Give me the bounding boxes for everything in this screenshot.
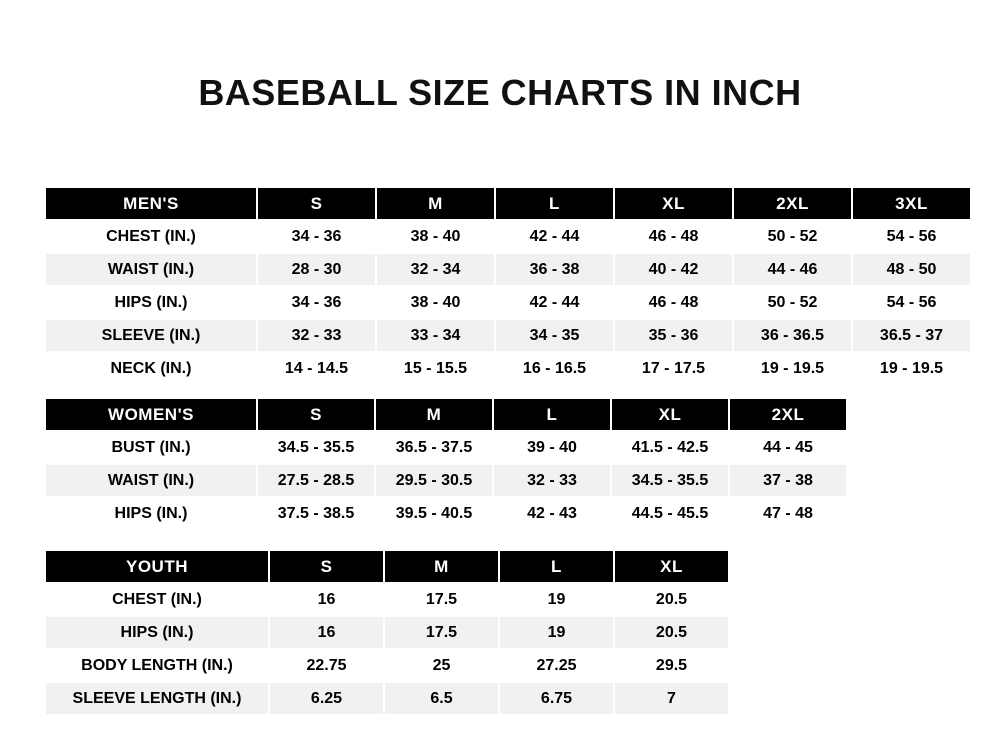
womens-measure-value: 32 - 33	[493, 464, 611, 497]
youth-measure-label: CHEST (IN.)	[45, 583, 269, 616]
mens-measure-label: SLEEVE (IN.)	[45, 319, 257, 352]
youth-column-header: S	[269, 550, 384, 583]
womens-category-label: WOMEN'S	[45, 398, 257, 431]
youth-measure-label: HIPS (IN.)	[45, 616, 269, 649]
mens-measure-value: 36 - 36.5	[733, 319, 852, 352]
page-title: BASEBALL SIZE CHARTS IN INCH	[198, 72, 802, 113]
youth-measure-value: 17.5	[384, 583, 499, 616]
mens-measure-value: 46 - 48	[614, 286, 733, 319]
mens-measure-value: 32 - 33	[257, 319, 376, 352]
youth-measure-value: 19	[499, 583, 614, 616]
womens-measure-label: HIPS (IN.)	[45, 497, 257, 530]
womens-measure-value: 41.5 - 42.5	[611, 431, 729, 464]
mens-measure-value: 54 - 56	[852, 286, 971, 319]
womens-table-body	[45, 398, 847, 530]
youth-measure-label: SLEEVE LENGTH (IN.)	[45, 682, 269, 715]
mens-measure-value: 40 - 42	[614, 253, 733, 286]
womens-measure-value: 39.5 - 40.5	[375, 497, 493, 530]
mens-measure-value: 34 - 35	[495, 319, 614, 352]
mens-measure-value: 28 - 30	[257, 253, 376, 286]
youth-measure-value: 25	[384, 649, 499, 682]
mens-measure-label: CHEST (IN.)	[45, 220, 257, 253]
womens-measure-label: WAIST (IN.)	[45, 464, 257, 497]
table-row	[45, 220, 971, 253]
mens-column-header: L	[495, 187, 614, 220]
mens-measure-value: 19 - 19.5	[733, 352, 852, 385]
table-row	[45, 583, 729, 616]
mens-measure-value: 42 - 44	[495, 220, 614, 253]
youth-measure-label: BODY LENGTH (IN.)	[45, 649, 269, 682]
mens-size-table	[44, 186, 972, 386]
mens-measure-label: HIPS (IN.)	[45, 286, 257, 319]
youth-measure-value: 20.5	[614, 583, 729, 616]
table-row	[45, 616, 729, 649]
youth-measure-value: 17.5	[384, 616, 499, 649]
mens-measure-value: 54 - 56	[852, 220, 971, 253]
youth-column-header: M	[384, 550, 499, 583]
youth-measure-value: 27.25	[499, 649, 614, 682]
mens-measure-value: 38 - 40	[376, 220, 495, 253]
table-row	[45, 464, 847, 497]
table-row	[45, 286, 971, 319]
womens-measure-value: 44 - 45	[729, 431, 847, 464]
womens-measure-value: 42 - 43	[493, 497, 611, 530]
youth-column-header: L	[499, 550, 614, 583]
mens-column-header: S	[257, 187, 376, 220]
womens-column-header: 2XL	[729, 398, 847, 431]
youth-measure-value: 20.5	[614, 616, 729, 649]
youth-measure-value: 22.75	[269, 649, 384, 682]
mens-measure-value: 14 - 14.5	[257, 352, 376, 385]
womens-column-header: S	[257, 398, 375, 431]
mens-measure-value: 36 - 38	[495, 253, 614, 286]
table-row	[45, 497, 847, 530]
mens-column-header: XL	[614, 187, 733, 220]
mens-table-body	[45, 187, 971, 385]
mens-measure-value: 32 - 34	[376, 253, 495, 286]
mens-measure-value: 46 - 48	[614, 220, 733, 253]
youth-header-row	[45, 550, 729, 583]
mens-measure-value: 35 - 36	[614, 319, 733, 352]
mens-measure-value: 17 - 17.5	[614, 352, 733, 385]
youth-size-table	[44, 549, 730, 716]
womens-measure-value: 29.5 - 30.5	[375, 464, 493, 497]
mens-measure-label: NECK (IN.)	[45, 352, 257, 385]
mens-measure-value: 16 - 16.5	[495, 352, 614, 385]
youth-column-header: XL	[614, 550, 729, 583]
mens-measure-value: 44 - 46	[733, 253, 852, 286]
womens-measure-value: 47 - 48	[729, 497, 847, 530]
youth-measure-value: 7	[614, 682, 729, 715]
mens-column-header: M	[376, 187, 495, 220]
womens-measure-value: 44.5 - 45.5	[611, 497, 729, 530]
womens-measure-value: 36.5 - 37.5	[375, 431, 493, 464]
table-row	[45, 253, 971, 286]
mens-column-header: 3XL	[852, 187, 971, 220]
womens-header-row	[45, 398, 847, 431]
womens-column-header: L	[493, 398, 611, 431]
womens-measure-value: 34.5 - 35.5	[257, 431, 375, 464]
table-row	[45, 431, 847, 464]
table-row	[45, 682, 729, 715]
mens-measure-value: 50 - 52	[733, 220, 852, 253]
youth-measure-value: 6.5	[384, 682, 499, 715]
mens-measure-value: 48 - 50	[852, 253, 971, 286]
mens-category-label: MEN'S	[45, 187, 257, 220]
mens-column-header: 2XL	[733, 187, 852, 220]
womens-measure-value: 34.5 - 35.5	[611, 464, 729, 497]
mens-measure-value: 33 - 34	[376, 319, 495, 352]
youth-table-body	[45, 550, 729, 715]
womens-size-table	[44, 397, 848, 531]
youth-measure-value: 6.25	[269, 682, 384, 715]
table-row	[45, 352, 971, 385]
mens-measure-value: 50 - 52	[733, 286, 852, 319]
womens-measure-value: 39 - 40	[493, 431, 611, 464]
mens-measure-value: 19 - 19.5	[852, 352, 971, 385]
womens-measure-value: 27.5 - 28.5	[257, 464, 375, 497]
youth-measure-value: 29.5	[614, 649, 729, 682]
mens-measure-value: 34 - 36	[257, 220, 376, 253]
womens-measure-value: 37 - 38	[729, 464, 847, 497]
youth-category-label: YOUTH	[45, 550, 269, 583]
womens-measure-value: 37.5 - 38.5	[257, 497, 375, 530]
youth-measure-value: 19	[499, 616, 614, 649]
mens-measure-value: 34 - 36	[257, 286, 376, 319]
table-row	[45, 319, 971, 352]
table-row	[45, 649, 729, 682]
youth-measure-value: 16	[269, 583, 384, 616]
mens-measure-label: WAIST (IN.)	[45, 253, 257, 286]
womens-column-header: M	[375, 398, 493, 431]
womens-column-header: XL	[611, 398, 729, 431]
mens-header-row	[45, 187, 971, 220]
mens-measure-value: 36.5 - 37	[852, 319, 971, 352]
youth-measure-value: 6.75	[499, 682, 614, 715]
youth-measure-value: 16	[269, 616, 384, 649]
mens-measure-value: 15 - 15.5	[376, 352, 495, 385]
mens-measure-value: 38 - 40	[376, 286, 495, 319]
mens-measure-value: 42 - 44	[495, 286, 614, 319]
womens-measure-label: BUST (IN.)	[45, 431, 257, 464]
